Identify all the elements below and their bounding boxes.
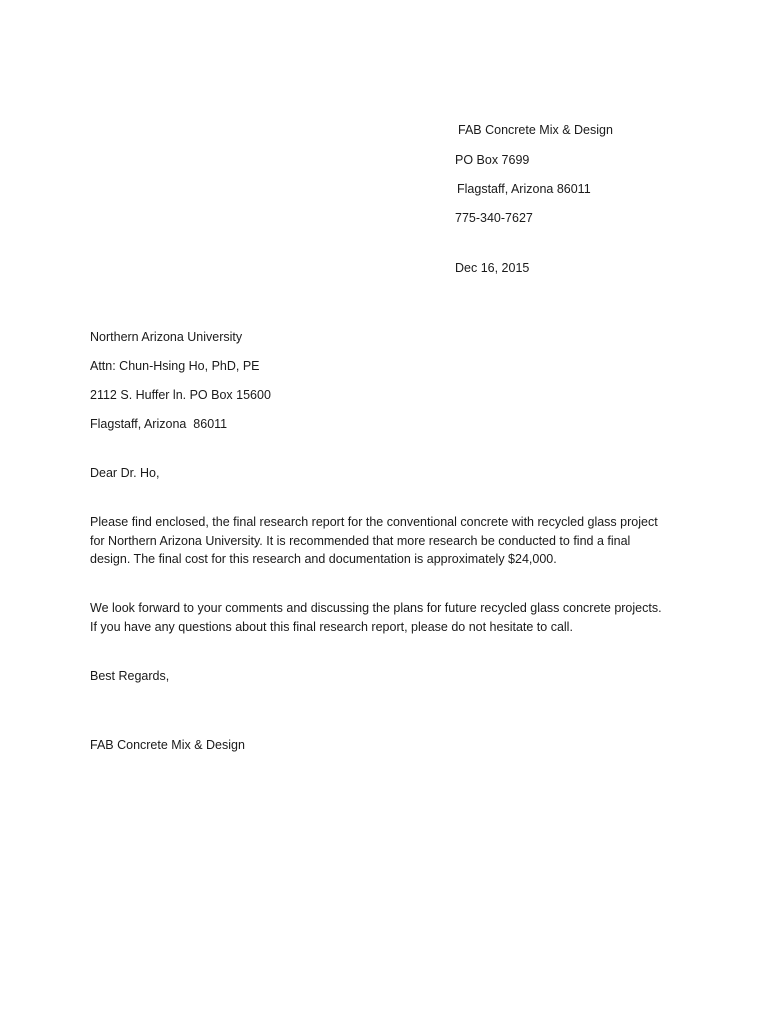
salutation: Dear Dr. Ho, bbox=[90, 466, 160, 480]
body-paragraph-2-line: If you have any questions about this final research report, please do not hesitate to call. bbox=[90, 619, 573, 634]
recipient-street: 2112 S. Huffer ln. PO Box 15600 bbox=[90, 388, 271, 402]
body-paragraph-1-line: Please find enclosed, the final research report for the conventional concrete with recycled glass project bbox=[90, 515, 658, 529]
body-paragraph-2 bbox=[90, 599, 690, 636]
body-paragraph-1 bbox=[90, 513, 690, 569]
sender-company: FAB Concrete Mix & Design bbox=[458, 123, 613, 137]
body-paragraph-1-line: design. The final cost for this research and documentation is approximately $24,000. bbox=[90, 552, 557, 566]
body-paragraph-1-line: for Northern Arizona University. It is recommended that more research be conducted to find a final bbox=[90, 533, 631, 548]
sender-po-box: PO Box 7699 bbox=[455, 153, 530, 167]
closing: Best Regards, bbox=[90, 669, 170, 683]
sender-phone: 775-340-7627 bbox=[455, 211, 533, 225]
recipient-city-state-zip: Flagstaff, Arizona 86011 bbox=[90, 417, 228, 431]
recipient-organization: Northern Arizona University bbox=[90, 330, 243, 344]
recipient-attention: Attn: Chun-Hsing Ho, PhD, PE bbox=[90, 359, 260, 373]
body-paragraph-2-line: We look forward to your comments and discussing the plans for future recycled glass concrete projects. bbox=[90, 601, 662, 615]
signature-company: FAB Concrete Mix & Design bbox=[90, 738, 245, 752]
letter-date: Dec 16, 2015 bbox=[455, 261, 530, 275]
sender-city-state-zip: Flagstaff, Arizona 86011 bbox=[457, 182, 591, 196]
